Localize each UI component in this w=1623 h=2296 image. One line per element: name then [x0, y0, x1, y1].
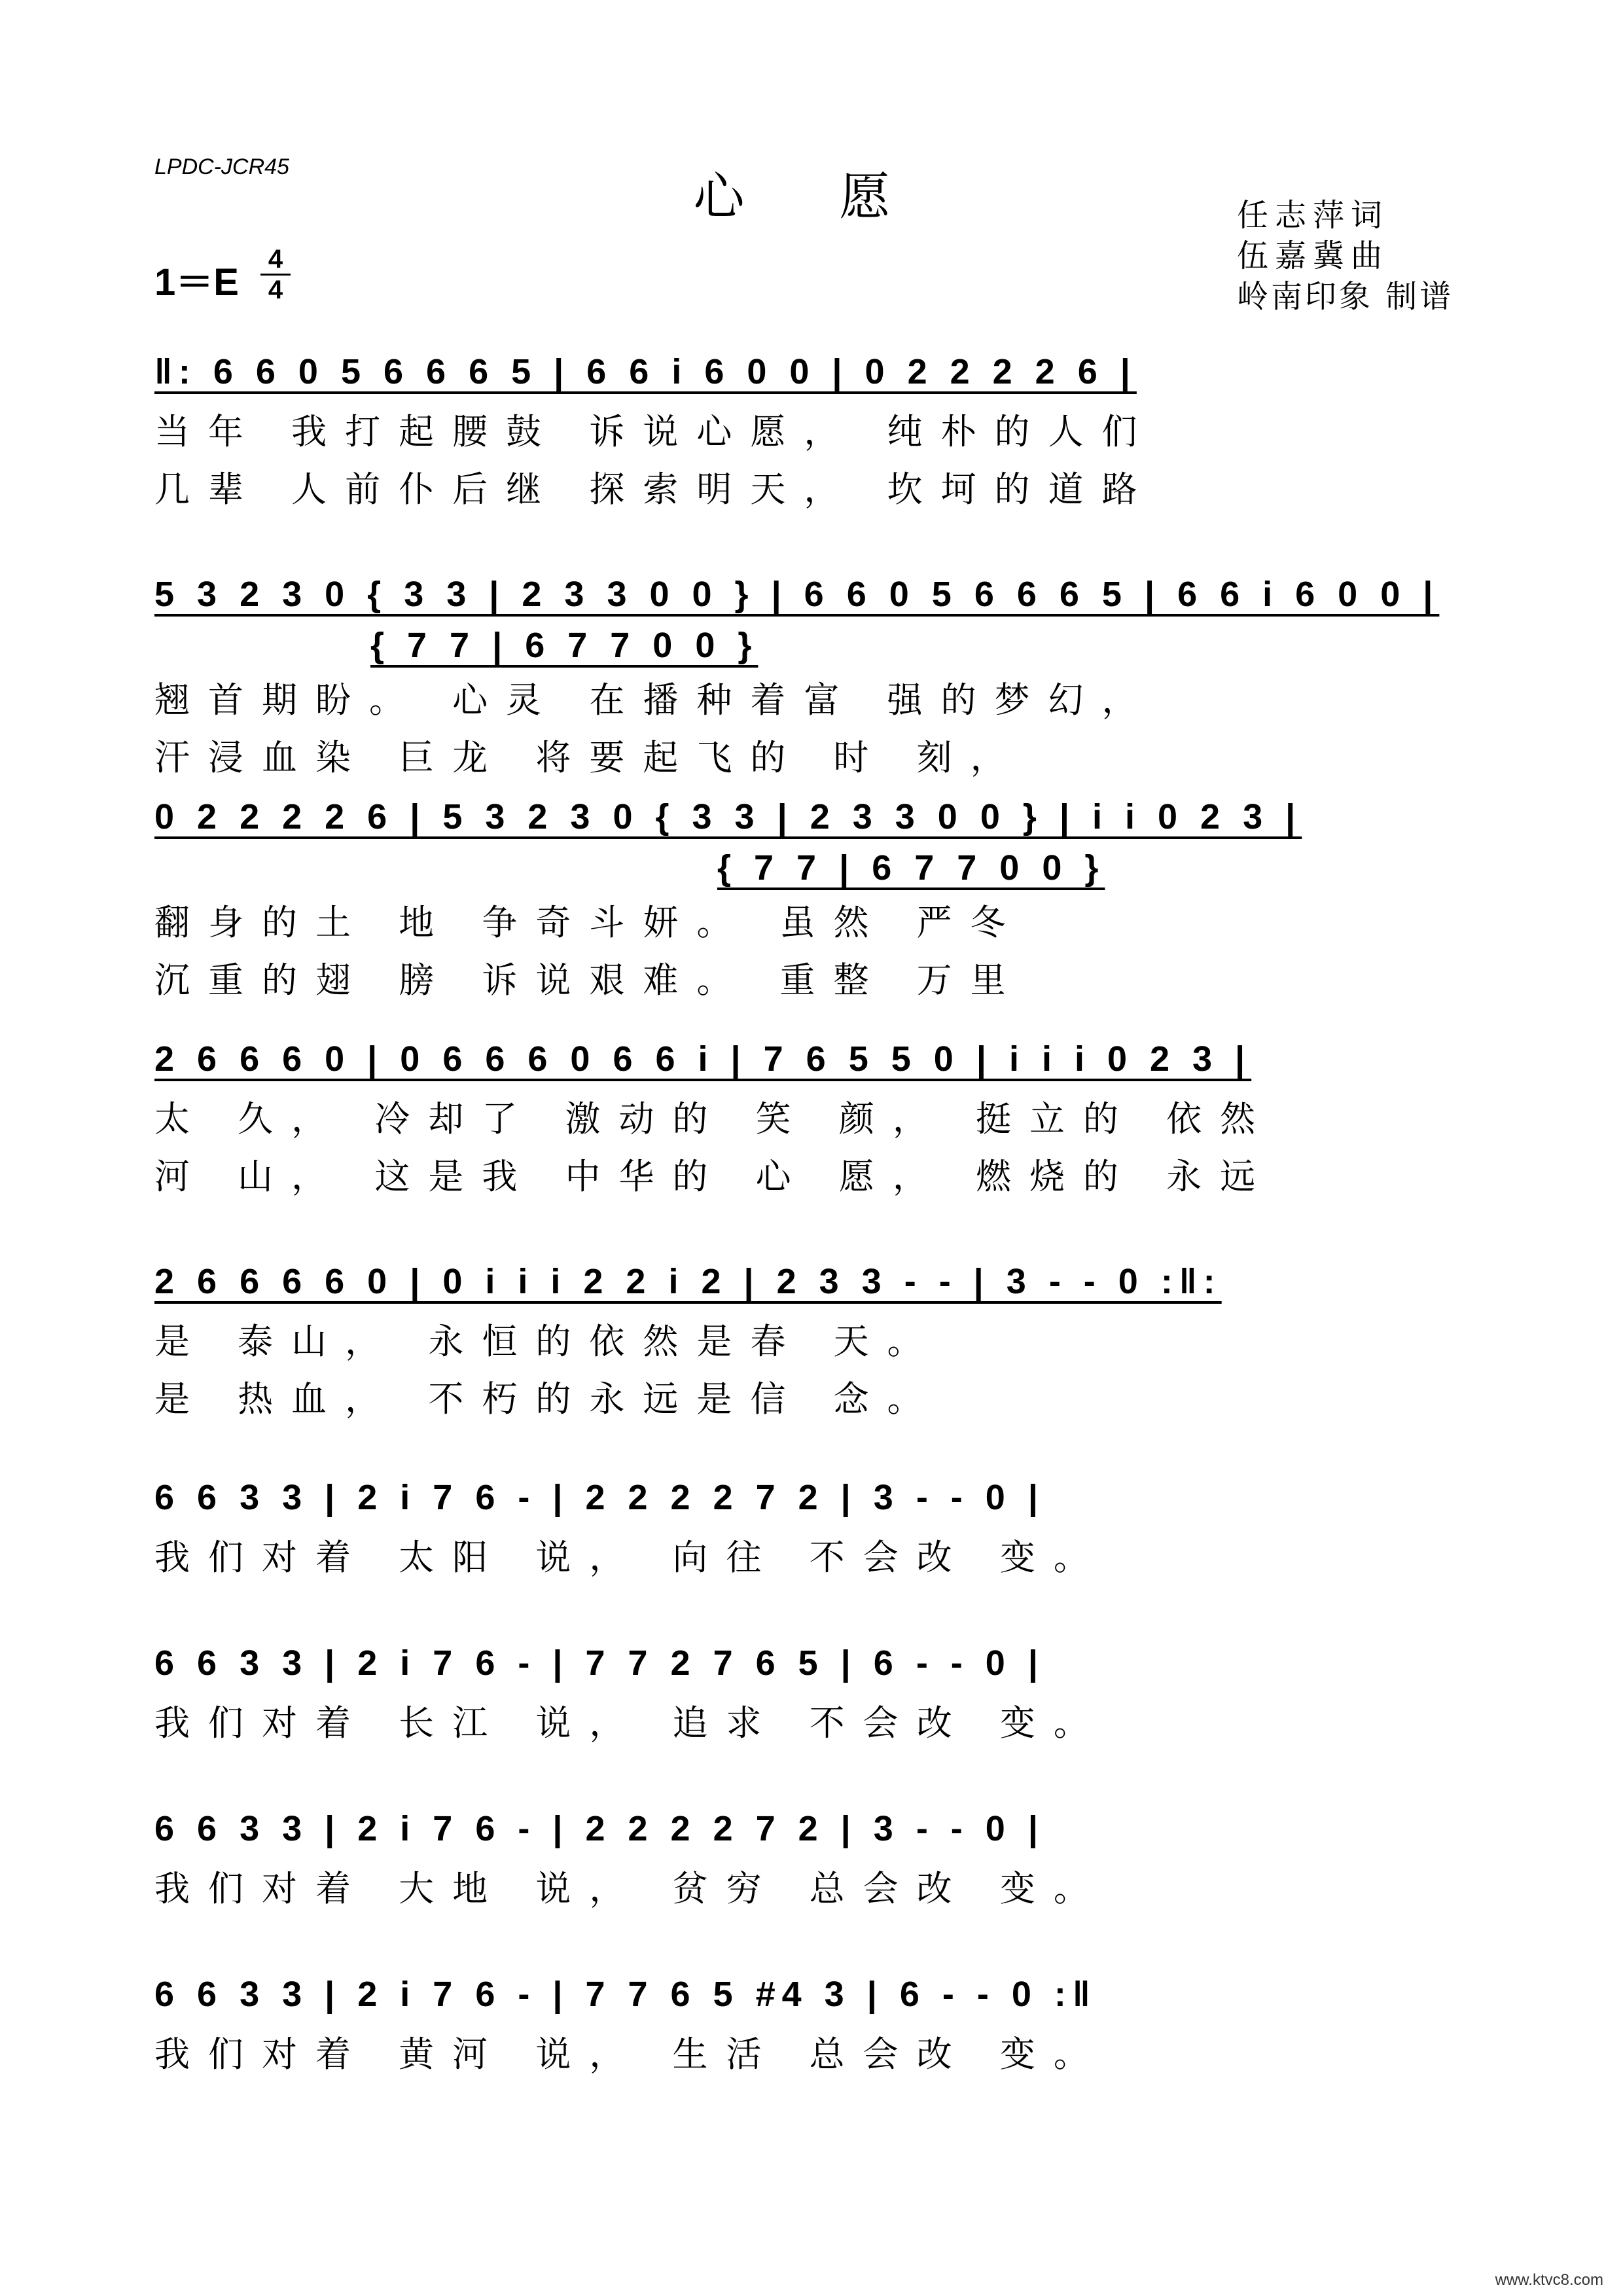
time-signature: [260, 246, 291, 303]
lyric-verse-1: 翻身的土 地 争奇斗妍。 虽然 严冬: [154, 902, 1024, 943]
lyricist-credit: 任志萍词: [1237, 197, 1389, 234]
lyric-verse-1: 是 泰山， 永恒的依然是春 天。: [154, 1321, 941, 1362]
score-system-3: [154, 785, 1470, 1009]
lyric-verse-1: 太 久， 冷却了 激动的 笑 颜， 挺立的 依然: [154, 1098, 1274, 1139]
watermark: www.ktvc8.com: [1495, 2271, 1603, 2289]
score-system-4: [154, 1028, 1470, 1206]
notation-alt-line: { 7 7 | 6 7 7 0 0 }: [370, 626, 758, 665]
lyric-verse-1: 翘首期盼。 心灵 在播种着富 强的梦幻，: [154, 679, 1156, 721]
lyric-verse-2: 汗浸血染 巨龙 将要起飞的 时 刻，: [154, 737, 1024, 778]
notation-line: 2 6 6 6 6 0 | 0 i i i 2 2 i 2 | 2 3 3 - - | 3 - - 0 :‖:: [154, 1262, 1222, 1301]
score-system-6: [154, 1466, 1470, 1587]
time-signature-top: 4: [268, 245, 283, 274]
notation-line: 6 6 3 3 | 2 i 7 6 - | 7 7 6 5 #4 3 | 6 - - 0 :‖: [154, 1975, 1097, 2014]
score-system-8: [154, 1797, 1470, 1918]
notation-line: 6 6 3 3 | 2 i 7 6 - | 2 2 2 2 7 2 | 3 - - 0 |: [154, 1809, 1044, 1848]
lyric-verse-2: 几辈 人前仆后继 探索明天， 坎坷的道路: [154, 469, 1156, 510]
notation-line: 0 2 2 2 2 6 | 5 3 2 3 0 { 3 3 | 2 3 3 0 0 } | i i 0 2 3 |: [154, 797, 1302, 836]
score-system-2: [154, 563, 1470, 787]
notation-line: 2 6 6 6 0 | 0 6 6 6 0 6 6 i | 7 6 5 5 0 | i i i 0 2 3 |: [154, 1039, 1252, 1079]
notation-line: 6 6 3 3 | 2 i 7 6 - | 2 2 2 2 7 2 | 3 - - 0 |: [154, 1478, 1044, 1517]
time-signature-bottom: 4: [268, 276, 283, 304]
lyric-verse-2: 沉重的翅 膀 诉说艰难。 重整 万里: [154, 960, 1024, 1001]
lyric-verse-2: 是 热血， 不朽的永远是信 念。: [154, 1378, 941, 1420]
lyric-line: 我们对着 大地 说， 贫穷 总会改 变。: [154, 1868, 1107, 1909]
score-system-1: [154, 340, 1470, 518]
score-code: LPDC-JCR45: [154, 154, 289, 179]
lyric-line: 我们对着 太阳 说， 向往 不会改 变。: [154, 1537, 1107, 1578]
lyric-verse-2: 河 山， 这是我 中华的 心 愿， 燃烧的 永远: [154, 1156, 1274, 1197]
composer-credit: 伍嘉冀曲: [1237, 238, 1389, 274]
lyric-verse-1: 当年 我打起腰鼓 诉说心愿， 纯朴的人们: [154, 411, 1156, 452]
notation-line: ‖: 6 6 0 5 6 6 6 5 | 6 6 i 6 0 0 | 0 2 2 2 2 6 |: [154, 352, 1137, 391]
notation-line: 6 6 3 3 | 2 i 7 6 - | 7 7 2 7 6 5 | 6 - - 0 |: [154, 1643, 1044, 1683]
transcriber-credit: 岭南印象 制谱: [1237, 278, 1454, 315]
notation-alt-line: { 7 7 | 6 7 7 0 0 }: [717, 848, 1105, 888]
notation-line: 5 3 2 3 0 { 3 3 | 2 3 3 0 0 } | 6 6 0 5 6 6 6 5 | 6 6 i 6 0 0 |: [154, 575, 1440, 614]
key-signature: 1＝E: [154, 261, 239, 304]
lyric-line: 我们对着 长江 说， 追求 不会改 变。: [154, 1702, 1107, 1744]
score-system-5: [154, 1250, 1470, 1428]
score-system-9: [154, 1963, 1470, 2083]
lyric-line: 我们对着 黄河 说， 生活 总会改 变。: [154, 2034, 1107, 2075]
page-title: 心 愿: [693, 168, 930, 226]
score-system-7: [154, 1632, 1470, 1752]
